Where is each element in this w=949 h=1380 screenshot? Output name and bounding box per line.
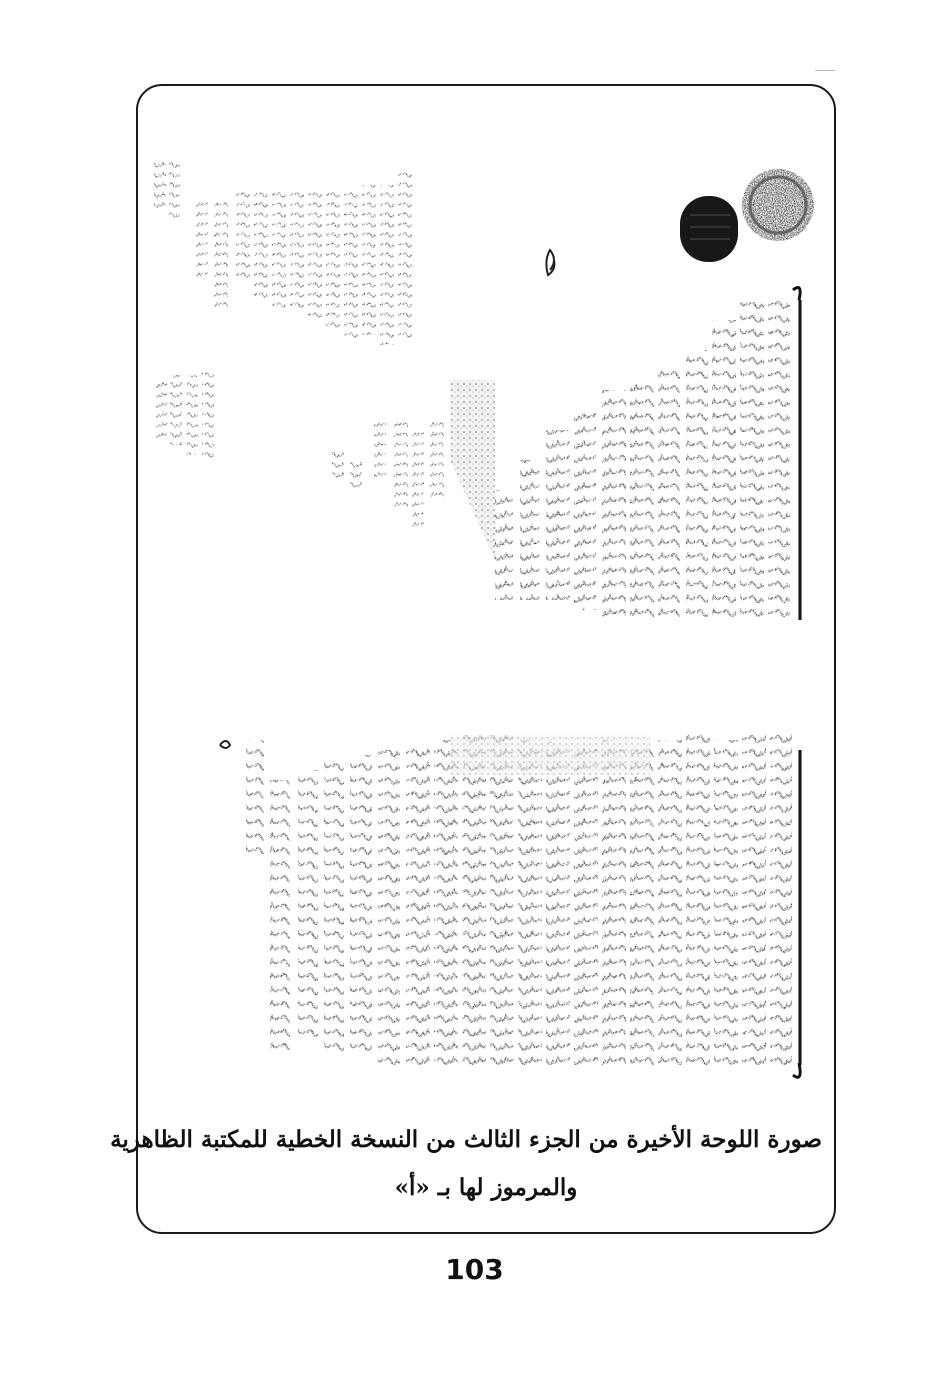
lower-folio [220, 730, 800, 1077]
page-number: 103 [445, 1253, 504, 1286]
round-seal-stamp [742, 169, 814, 241]
oval-seal-stamp [680, 196, 738, 262]
caption-line-2: والمرموز لها بـ «أ» [394, 1174, 578, 1201]
figure-caption [110, 1116, 822, 1212]
manuscript-scan [150, 130, 820, 1090]
upper-folio [154, 160, 814, 620]
manuscript-plate-image [150, 130, 820, 1090]
scan-mark [815, 70, 835, 71]
marginal-notes [154, 160, 444, 530]
caption-line-1: صورة اللوحة الأخيرة من الجزء الثالث من النسخة الخطية للمكتبة الظاهرية [110, 1126, 822, 1153]
